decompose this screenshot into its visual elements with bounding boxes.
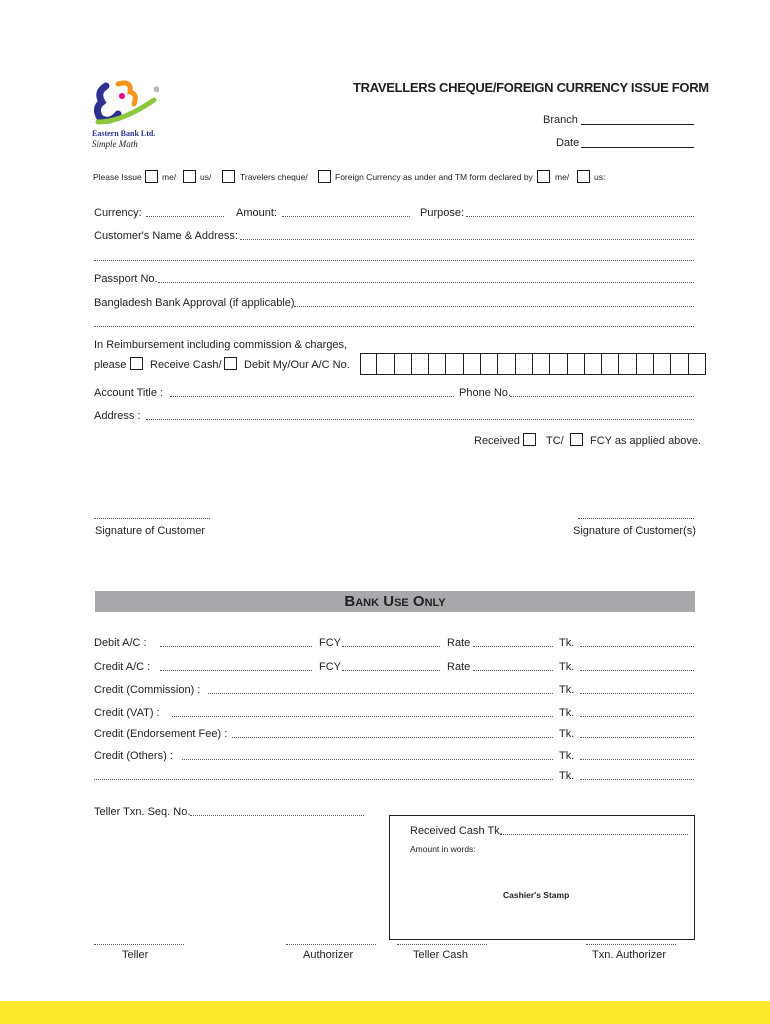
credit-endorsement-field[interactable] xyxy=(232,737,553,738)
me-checkbox[interactable] xyxy=(145,170,158,183)
reimbursement-text: In Reimbursement including commission & charges, xyxy=(94,339,348,351)
debit-ac-label: Debit A/C : xyxy=(94,637,147,649)
credit-fcy-label: FCY xyxy=(319,661,341,673)
bank-name: Eastern Bank Ltd. xyxy=(92,129,156,138)
authorizer-signature-line[interactable] xyxy=(286,944,376,945)
customers-signature-line[interactable] xyxy=(578,518,694,519)
credit-endorsement-label: Credit (Endorsement Fee) : xyxy=(94,728,228,740)
debit-ac-label: Debit My/Our A/C No. xyxy=(244,359,350,371)
branch-label: Branch xyxy=(543,114,578,126)
teller-label: Teller xyxy=(122,949,149,961)
cashier-stamp-box xyxy=(389,815,695,940)
credit-vat-field[interactable] xyxy=(172,716,553,717)
bank-use-band xyxy=(95,591,695,612)
us-label: us/ xyxy=(200,172,212,182)
please-issue-label: Please Issue xyxy=(93,172,142,182)
txn-authorizer-label: Txn. Authorizer xyxy=(592,949,666,961)
extra-tk-field[interactable] xyxy=(580,779,694,780)
customer-signature-line[interactable] xyxy=(94,518,210,519)
svg-text:®: ® xyxy=(154,87,160,94)
customer-address-line-2[interactable] xyxy=(94,260,694,261)
branch-field[interactable] xyxy=(581,124,694,125)
debit-tk-label: Tk. xyxy=(559,637,575,649)
teller-signature-line[interactable] xyxy=(94,944,184,945)
receive-cash-checkbox[interactable] xyxy=(130,357,143,370)
me-label-2: me/ xyxy=(555,172,570,182)
commission-tk-field[interactable] xyxy=(580,693,694,694)
teller-cash-signature-line[interactable] xyxy=(397,944,487,945)
credit-tk-field[interactable] xyxy=(580,670,694,671)
amount-field[interactable] xyxy=(282,216,410,217)
travelers-cheque-label: Travelers cheque/ xyxy=(240,172,308,182)
credit-vat-label: Credit (VAT) : xyxy=(94,707,160,719)
vat-tk-label: Tk. xyxy=(559,707,575,719)
phone-label: Phone No. xyxy=(459,387,511,399)
vat-tk-field[interactable] xyxy=(580,716,694,717)
debit-fcy-field[interactable] xyxy=(342,646,440,647)
account-title-field[interactable] xyxy=(170,396,454,397)
commission-tk-label: Tk. xyxy=(559,684,575,696)
debit-tk-field[interactable] xyxy=(580,646,694,647)
tc-checkbox[interactable] xyxy=(523,433,536,446)
credit-others-label: Credit (Others) : xyxy=(94,750,173,762)
foreign-currency-checkbox[interactable] xyxy=(318,170,331,183)
credit-ac-field[interactable] xyxy=(160,670,312,671)
us-checkbox-2[interactable] xyxy=(577,170,590,183)
credit-rate-field[interactable] xyxy=(473,670,553,671)
received-cash-field[interactable] xyxy=(500,834,688,835)
footer-brand-bar xyxy=(0,1001,770,1024)
foreign-currency-label: Foreign Currency as under and TM form declared by xyxy=(335,172,533,182)
passport-label: Passport No. xyxy=(94,273,158,285)
me-label: me/ xyxy=(162,172,177,182)
others-tk-field[interactable] xyxy=(580,759,694,760)
customer-name-address-label: Customer's Name & Address: xyxy=(94,230,238,242)
account-number-boxes[interactable] xyxy=(360,353,706,375)
bank-use-heading: Bank Use Only xyxy=(344,593,446,610)
currency-label: Currency: xyxy=(94,207,142,219)
passport-field[interactable] xyxy=(158,282,694,283)
credit-tk-label: Tk. xyxy=(559,661,575,673)
date-label: Date xyxy=(556,137,580,149)
travelers-cheque-checkbox[interactable] xyxy=(222,170,235,183)
ebl-logo-icon xyxy=(92,78,162,128)
signature-customers-label: Signature of Customer(s) xyxy=(573,525,696,537)
us-label-2: us: xyxy=(594,172,606,182)
bb-approval-label: Bangladesh Bank Approval (if applicable) xyxy=(94,297,295,309)
us-checkbox[interactable] xyxy=(183,170,196,183)
address-label: Address : xyxy=(94,410,141,422)
date-field[interactable] xyxy=(581,147,694,148)
bb-approval-line-2[interactable] xyxy=(94,326,694,327)
signature-customer-label: Signature of Customer xyxy=(95,525,206,537)
endorsement-tk-field[interactable] xyxy=(580,737,694,738)
form-title: TRAVELLERS CHEQUE/FOREIGN CURRENCY ISSUE FORM xyxy=(353,80,709,95)
currency-field[interactable] xyxy=(146,216,224,217)
cashier-stamp-label: Cashier's Stamp xyxy=(503,890,570,900)
extra-tk-label: Tk. xyxy=(559,770,575,782)
authorizer-label: Authorizer xyxy=(303,949,354,961)
endorsement-tk-label: Tk. xyxy=(559,728,575,740)
address-field[interactable] xyxy=(146,419,694,420)
received-cash-label: Received Cash Tk. xyxy=(410,825,503,837)
customer-name-address-field[interactable] xyxy=(240,239,694,240)
bank-tagline: Simple Math xyxy=(92,139,138,149)
extra-credit-field[interactable] xyxy=(94,779,553,780)
me-checkbox-2[interactable] xyxy=(537,170,550,183)
credit-rate-label: Rate xyxy=(447,661,471,673)
receive-cash-label: Receive Cash/ xyxy=(150,359,222,371)
fcy-checkbox[interactable] xyxy=(570,433,583,446)
txn-authorizer-signature-line[interactable] xyxy=(586,944,676,945)
amount-label: Amount: xyxy=(236,207,277,219)
purpose-label: Purpose: xyxy=(420,207,465,219)
credit-ac-label: Credit A/C : xyxy=(94,661,151,673)
bank-logo xyxy=(92,78,162,148)
teller-txn-field[interactable] xyxy=(190,815,364,816)
bb-approval-field[interactable] xyxy=(294,306,694,307)
teller-txn-label: Teller Txn. Seq. No. xyxy=(94,806,191,818)
purpose-field[interactable] xyxy=(466,216,694,217)
others-tk-label: Tk. xyxy=(559,750,575,762)
credit-others-field[interactable] xyxy=(182,759,553,760)
please-label: please xyxy=(94,359,127,371)
received-label: Received xyxy=(474,435,520,447)
debit-ac-checkbox[interactable] xyxy=(224,357,237,370)
credit-commission-label: Credit (Commission) : xyxy=(94,684,201,696)
debit-fcy-label: FCY xyxy=(319,637,341,649)
credit-commission-field[interactable] xyxy=(208,693,553,694)
fcy-applied-label: FCY as applied above. xyxy=(590,435,702,447)
amount-words-label: Amount in words: xyxy=(410,844,476,854)
tc-label: TC/ xyxy=(546,435,564,447)
debit-rate-label: Rate xyxy=(447,637,471,649)
phone-field[interactable] xyxy=(510,396,694,397)
debit-ac-field[interactable] xyxy=(160,646,312,647)
debit-rate-field[interactable] xyxy=(473,646,553,647)
account-title-label: Account Title : xyxy=(94,387,164,399)
credit-fcy-field[interactable] xyxy=(342,670,440,671)
teller-cash-label: Teller Cash xyxy=(413,949,469,961)
